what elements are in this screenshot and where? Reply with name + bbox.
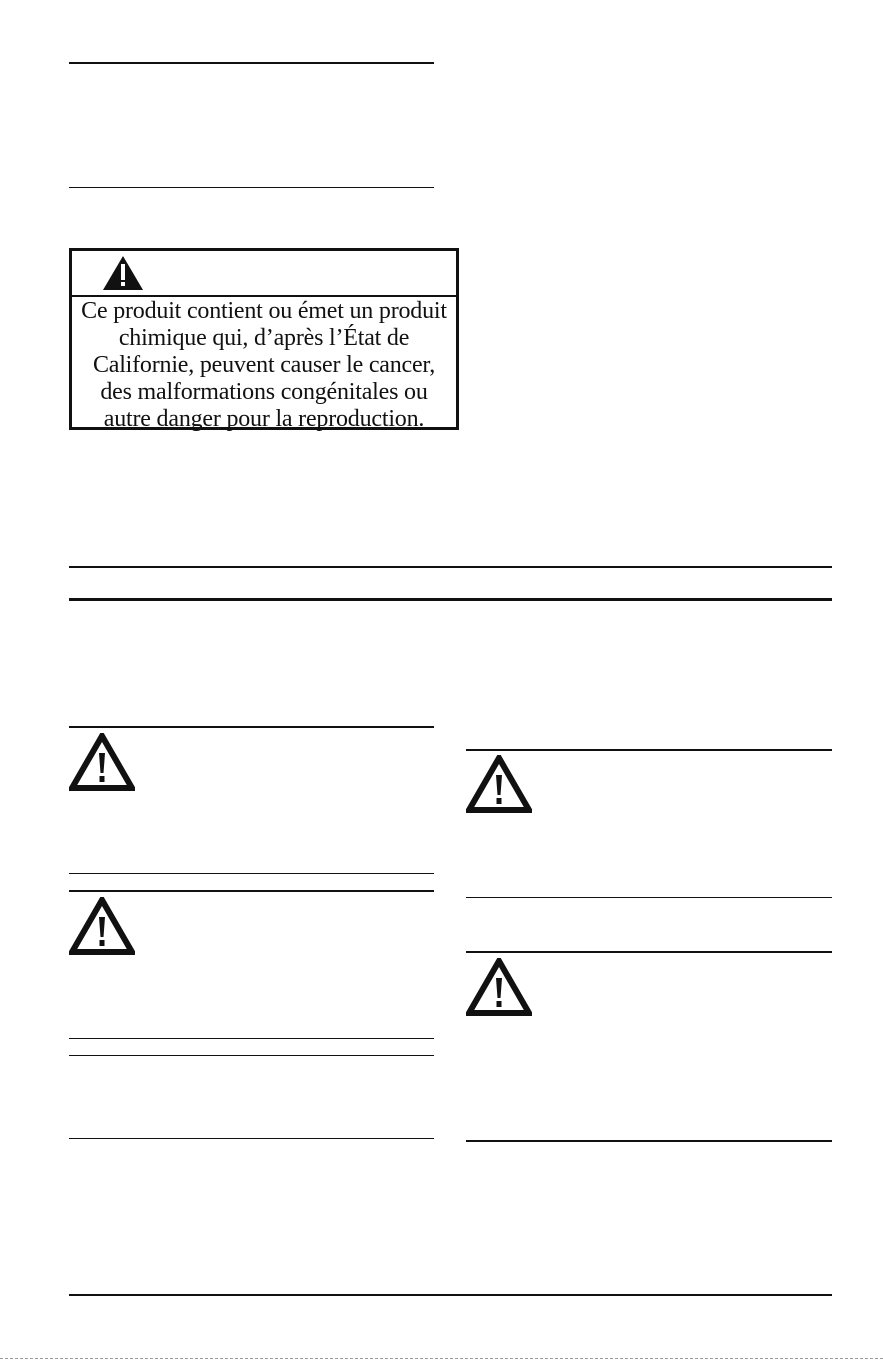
warning-box-text <box>72 297 456 433</box>
right-rule-2 <box>466 897 832 898</box>
left-rule-3 <box>69 890 434 892</box>
warning-line: Californie, peuvent causer le cancer, <box>92 352 436 378</box>
left-rule-5 <box>69 1055 434 1056</box>
left-rule-4 <box>69 1038 434 1039</box>
page-trim-line <box>0 1358 883 1359</box>
left-rule-1 <box>69 726 434 728</box>
right-rule-3 <box>466 951 832 953</box>
section-rule-thin <box>69 566 832 568</box>
warning-line: Ce produit contient ou émet un produit <box>81 298 447 324</box>
left-rule-6 <box>69 1138 434 1139</box>
warning-triangle-icon <box>102 255 144 291</box>
warning-line: chimique qui, d’après l’État de <box>118 325 410 351</box>
prop65-warning-box <box>69 248 459 430</box>
right-rule-4 <box>466 1140 832 1142</box>
warning-triangle-icon <box>69 733 135 791</box>
left-rule-2 <box>69 873 434 874</box>
top-rule-upper <box>69 62 434 64</box>
warning-triangle-icon <box>69 897 135 955</box>
warning-triangle-icon <box>466 958 532 1016</box>
warning-line: autre danger pour la reproduction. <box>103 406 425 432</box>
warning-line: des malformations congénitales ou <box>100 379 428 405</box>
warning-box-header <box>72 251 456 297</box>
footer-rule <box>69 1294 832 1296</box>
warning-triangle-icon <box>466 755 532 813</box>
top-rule-lower <box>69 187 434 188</box>
section-rule-thick <box>69 598 832 601</box>
right-rule-1 <box>466 749 832 751</box>
